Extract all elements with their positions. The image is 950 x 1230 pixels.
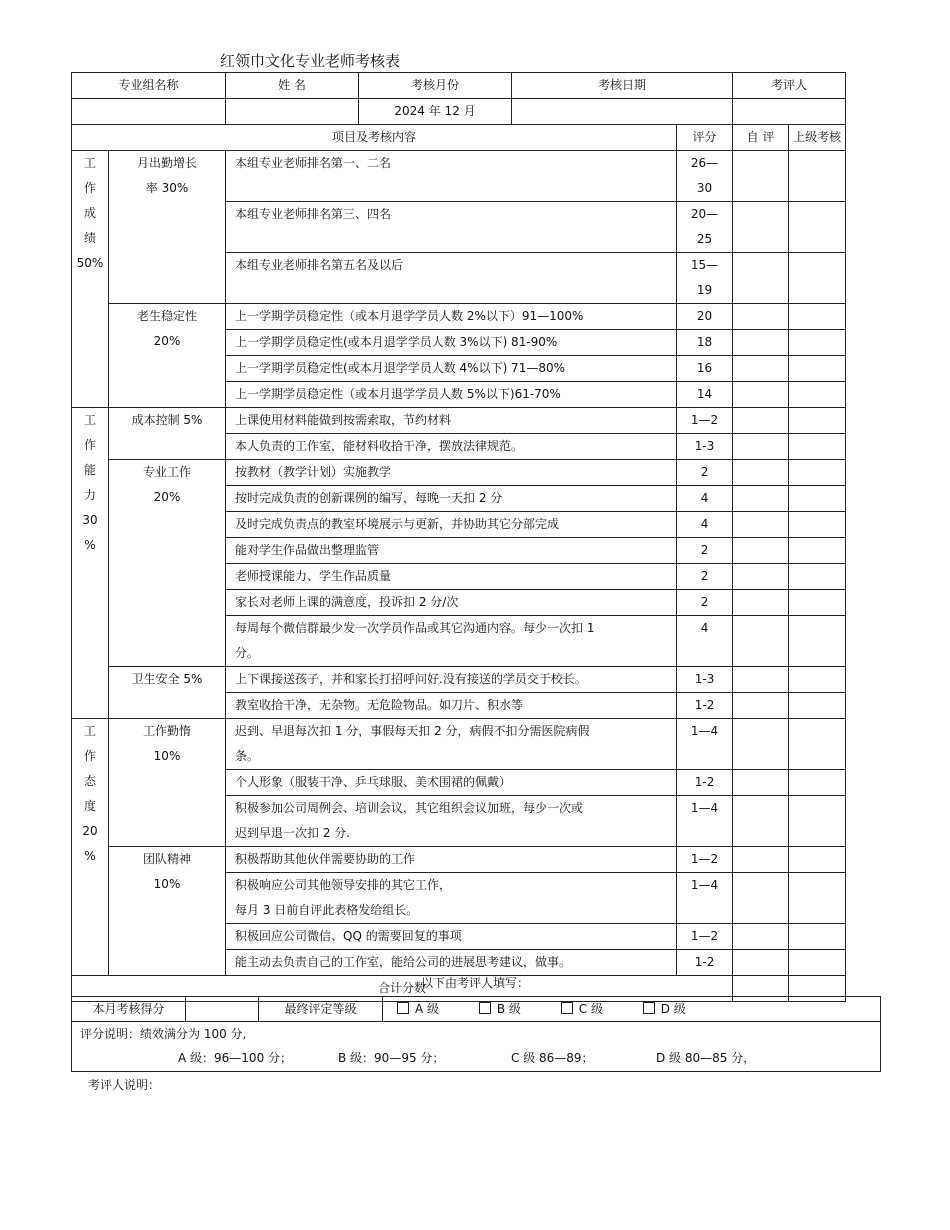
- row-text: 个人形象（服装干净、乒乓球服、美术围裙的佩戴）: [226, 770, 677, 796]
- grade-c-option[interactable]: C 级: [561, 997, 603, 1021]
- row-score: 20: [677, 304, 733, 330]
- superior-score-cell[interactable]: [789, 460, 846, 486]
- scoring-explanation: [72, 1022, 881, 1072]
- self-score-cell[interactable]: [733, 950, 789, 976]
- month-field[interactable]: 2024 年 12 月: [359, 99, 512, 125]
- self-score-cell[interactable]: [733, 151, 789, 202]
- self-score-cell[interactable]: [733, 538, 789, 564]
- name-field[interactable]: [226, 99, 359, 125]
- row-score: 1—2: [677, 408, 733, 434]
- superior-score-cell[interactable]: [789, 408, 846, 434]
- superior-score-cell[interactable]: [789, 330, 846, 356]
- self-score-cell[interactable]: [733, 330, 789, 356]
- self-score-cell[interactable]: [733, 796, 789, 847]
- row-text: 能对学生作品做出整理监管: [226, 538, 677, 564]
- self-score-cell[interactable]: [733, 590, 789, 616]
- self-score-cell[interactable]: [733, 667, 789, 693]
- column-item: 项目及考核内容: [72, 125, 677, 151]
- self-score-cell[interactable]: [733, 770, 789, 796]
- superior-score-cell[interactable]: [789, 356, 846, 382]
- row-score: 16: [677, 356, 733, 382]
- row-score: 1-3: [677, 667, 733, 693]
- row-text: 本组专业老师排名第一、二名: [226, 151, 677, 202]
- row-score: 1-2: [677, 693, 733, 719]
- row-score: 1-3: [677, 434, 733, 460]
- row-score: 15— 19: [677, 253, 733, 304]
- final-grade-label: 最终评定等级: [259, 997, 383, 1022]
- self-score-cell[interactable]: [733, 486, 789, 512]
- header-group-name: 专业组名称: [72, 73, 226, 99]
- row-text: 上一学期学员稳定性(或本月退学学员人数 4%以下) 71—80%: [226, 356, 677, 382]
- row-text: 上一学期学员稳定性(或本月退学学员人数 3%以下) 81-90%: [226, 330, 677, 356]
- grade-b-checkbox[interactable]: [479, 1002, 491, 1014]
- row-text: 上一学期学员稳定性（或本月退学学员人数 2%以下）91—100%: [226, 304, 677, 330]
- superior-score-cell[interactable]: [789, 538, 846, 564]
- date-field[interactable]: [512, 99, 733, 125]
- self-score-cell[interactable]: [733, 408, 789, 434]
- section-work-results: 工 作 成 绩 50%: [72, 151, 109, 408]
- sub-professional: 专业工作 20%: [109, 460, 226, 667]
- self-score-cell[interactable]: [733, 304, 789, 330]
- superior-score-cell[interactable]: [789, 202, 846, 253]
- level-ranges: [72, 1046, 880, 1070]
- row-score: 1—2: [677, 924, 733, 950]
- row-score: 1—4: [677, 796, 733, 847]
- reviewer-note-label: 考评人说明：: [88, 1078, 161, 1092]
- header-reviewer: 考评人: [733, 73, 846, 99]
- self-score-cell[interactable]: [733, 382, 789, 408]
- superior-score-cell[interactable]: [789, 486, 846, 512]
- self-score-cell[interactable]: [733, 924, 789, 950]
- grade-c-checkbox[interactable]: [561, 1002, 573, 1014]
- level-a: A 级：96—100 分；: [178, 1051, 293, 1065]
- row-text: 每周每个微信群最少发一次学员作品或其它沟通内容。每少一次扣 1 分。: [226, 616, 677, 667]
- row-score: 2: [677, 564, 733, 590]
- self-score-cell[interactable]: [733, 356, 789, 382]
- superior-score-cell[interactable]: [789, 616, 846, 667]
- section-work-attitude: 工 作 态 度 20 %: [72, 719, 109, 976]
- total-label: 合计分数: [72, 976, 733, 1002]
- row-score: 2: [677, 590, 733, 616]
- superior-score-cell[interactable]: [789, 924, 846, 950]
- superior-score-cell[interactable]: [789, 847, 846, 873]
- form-title: 红领巾文化专业老师考核表: [220, 52, 401, 70]
- superior-score-cell[interactable]: [789, 590, 846, 616]
- row-text: 能主动去负责自己的工作室，能给公司的进展思考建议，做事。: [226, 950, 677, 976]
- row-score: 4: [677, 616, 733, 667]
- group-name-field[interactable]: [72, 99, 226, 125]
- superior-score-cell[interactable]: [789, 253, 846, 304]
- grade-d-checkbox[interactable]: [643, 1002, 655, 1014]
- grade-options: [383, 997, 881, 1022]
- grade-b-option[interactable]: B 级: [479, 997, 521, 1021]
- sub-discipline: 工作勤惰 10%: [109, 719, 226, 847]
- superior-score-cell[interactable]: [789, 950, 846, 976]
- superior-score-cell[interactable]: [789, 151, 846, 202]
- sub-retention: 老生稳定性 20%: [109, 304, 226, 408]
- self-score-cell[interactable]: [733, 693, 789, 719]
- level-d: D 级 80—85 分，: [656, 1051, 756, 1065]
- row-text: 本人负责的工作室，能材料收拾干净，摆放法律规范。: [226, 434, 677, 460]
- reviewer-section-note: 以下由考评人填写：: [420, 976, 529, 990]
- grade-a-checkbox[interactable]: [397, 1002, 409, 1014]
- superior-score-cell[interactable]: [789, 693, 846, 719]
- reviewer-field[interactable]: [733, 99, 846, 125]
- superior-score-cell[interactable]: [789, 770, 846, 796]
- row-score: 1—2: [677, 847, 733, 873]
- row-text: 积极参加公司周例会、培训会议，其它组织会议加班，每少一次或 迟到早退一次扣 2 分.: [226, 796, 677, 847]
- month-score-field[interactable]: [186, 997, 259, 1022]
- row-score: 4: [677, 486, 733, 512]
- sub-hygiene: 卫生安全 5%: [109, 667, 226, 719]
- superior-score-cell[interactable]: [789, 873, 846, 924]
- row-text: 积极回应公司微信、QQ 的需要回复的事项: [226, 924, 677, 950]
- sub-cost: 成本控制 5%: [109, 408, 226, 460]
- row-text: 迟到、早退每次扣 1 分，事假每天扣 2 分，病假不扣分需医院病假 条。: [226, 719, 677, 770]
- superior-score-cell[interactable]: [789, 304, 846, 330]
- self-score-cell[interactable]: [733, 253, 789, 304]
- level-c: C 级 86—89；: [511, 1051, 594, 1065]
- row-text: 家长对老师上课的满意度，投诉扣 2 分/次: [226, 590, 677, 616]
- self-score-cell[interactable]: [733, 512, 789, 538]
- row-text: 积极响应公司其他领导安排的其它工作， 每月 3 日前自评此表格发给组长。: [226, 873, 677, 924]
- column-self: 自 评: [733, 125, 789, 151]
- level-b: B 级：90—95 分；: [338, 1051, 445, 1065]
- self-score-cell[interactable]: [733, 719, 789, 770]
- row-text: 上一学期学员稳定性（或本月退学学员人数 5%以下)61-70%: [226, 382, 677, 408]
- row-text: 上课使用材料能做到按需索取，节约材料: [226, 408, 677, 434]
- self-score-cell[interactable]: [733, 616, 789, 667]
- row-score: 18: [677, 330, 733, 356]
- row-score: 1—4: [677, 719, 733, 770]
- self-score-cell[interactable]: [733, 564, 789, 590]
- sub-team: 团队精神 10%: [109, 847, 226, 976]
- row-score: 2: [677, 538, 733, 564]
- row-score: 4: [677, 512, 733, 538]
- section-work-ability: 工 作 能 力 30 %: [72, 408, 109, 719]
- row-text: 按时完成负责的创新课例的编写，每晚一天扣 2 分: [226, 486, 677, 512]
- row-score: 26— 30: [677, 151, 733, 202]
- header-date: 考核日期: [512, 73, 733, 99]
- self-score-cell[interactable]: [733, 434, 789, 460]
- evaluation-table: [71, 996, 881, 1072]
- row-score: 14: [677, 382, 733, 408]
- row-score: 2: [677, 460, 733, 486]
- row-score: 1-2: [677, 770, 733, 796]
- self-score-cell[interactable]: [733, 460, 789, 486]
- column-score: 评分: [677, 125, 733, 151]
- superior-score-cell[interactable]: [789, 434, 846, 460]
- row-score: 20— 25: [677, 202, 733, 253]
- row-text: 按教材（教学计划）实施教学: [226, 460, 677, 486]
- header-month: 考核月份: [359, 73, 512, 99]
- superior-score-cell[interactable]: [789, 564, 846, 590]
- row-text: 及时完成负责点的教室环境展示与更新，并协助其它分部完成: [226, 512, 677, 538]
- self-score-cell[interactable]: [733, 202, 789, 253]
- row-text: 积极帮助其他伙伴需要协助的工作: [226, 847, 677, 873]
- superior-score-cell[interactable]: [789, 512, 846, 538]
- month-score-label: 本月考核得分: [72, 997, 186, 1022]
- grade-d-option[interactable]: D 级: [643, 997, 686, 1021]
- superior-score-cell[interactable]: [789, 382, 846, 408]
- row-text: 上下课接送孩子，并和家长打招呼问好.没有接送的学员交于校长。: [226, 667, 677, 693]
- superior-score-cell[interactable]: [789, 667, 846, 693]
- row-text: 教室收拾干净，无杂物。无危险物品。如刀片、积水等: [226, 693, 677, 719]
- row-score: 1—4: [677, 873, 733, 924]
- superior-score-cell[interactable]: [789, 796, 846, 847]
- column-superior: 上级考核: [789, 125, 846, 151]
- grade-a-option[interactable]: A 级: [397, 997, 439, 1021]
- explanation-text: 评分说明：绩效满分为 100 分,: [80, 1027, 247, 1041]
- row-text: 本组专业老师排名第三、四名: [226, 202, 677, 253]
- row-score: 1-2: [677, 950, 733, 976]
- self-score-cell[interactable]: [733, 847, 789, 873]
- self-score-cell[interactable]: [733, 873, 789, 924]
- sub-attendance: 月出勤增长 率 30%: [109, 151, 226, 304]
- row-text: 本组专业老师排名第五名及以后: [226, 253, 677, 304]
- header-name: 姓 名: [226, 73, 359, 99]
- row-text: 老师授课能力、学生作品质量: [226, 564, 677, 590]
- assessment-table: [71, 72, 846, 1002]
- superior-score-cell[interactable]: [789, 719, 846, 770]
